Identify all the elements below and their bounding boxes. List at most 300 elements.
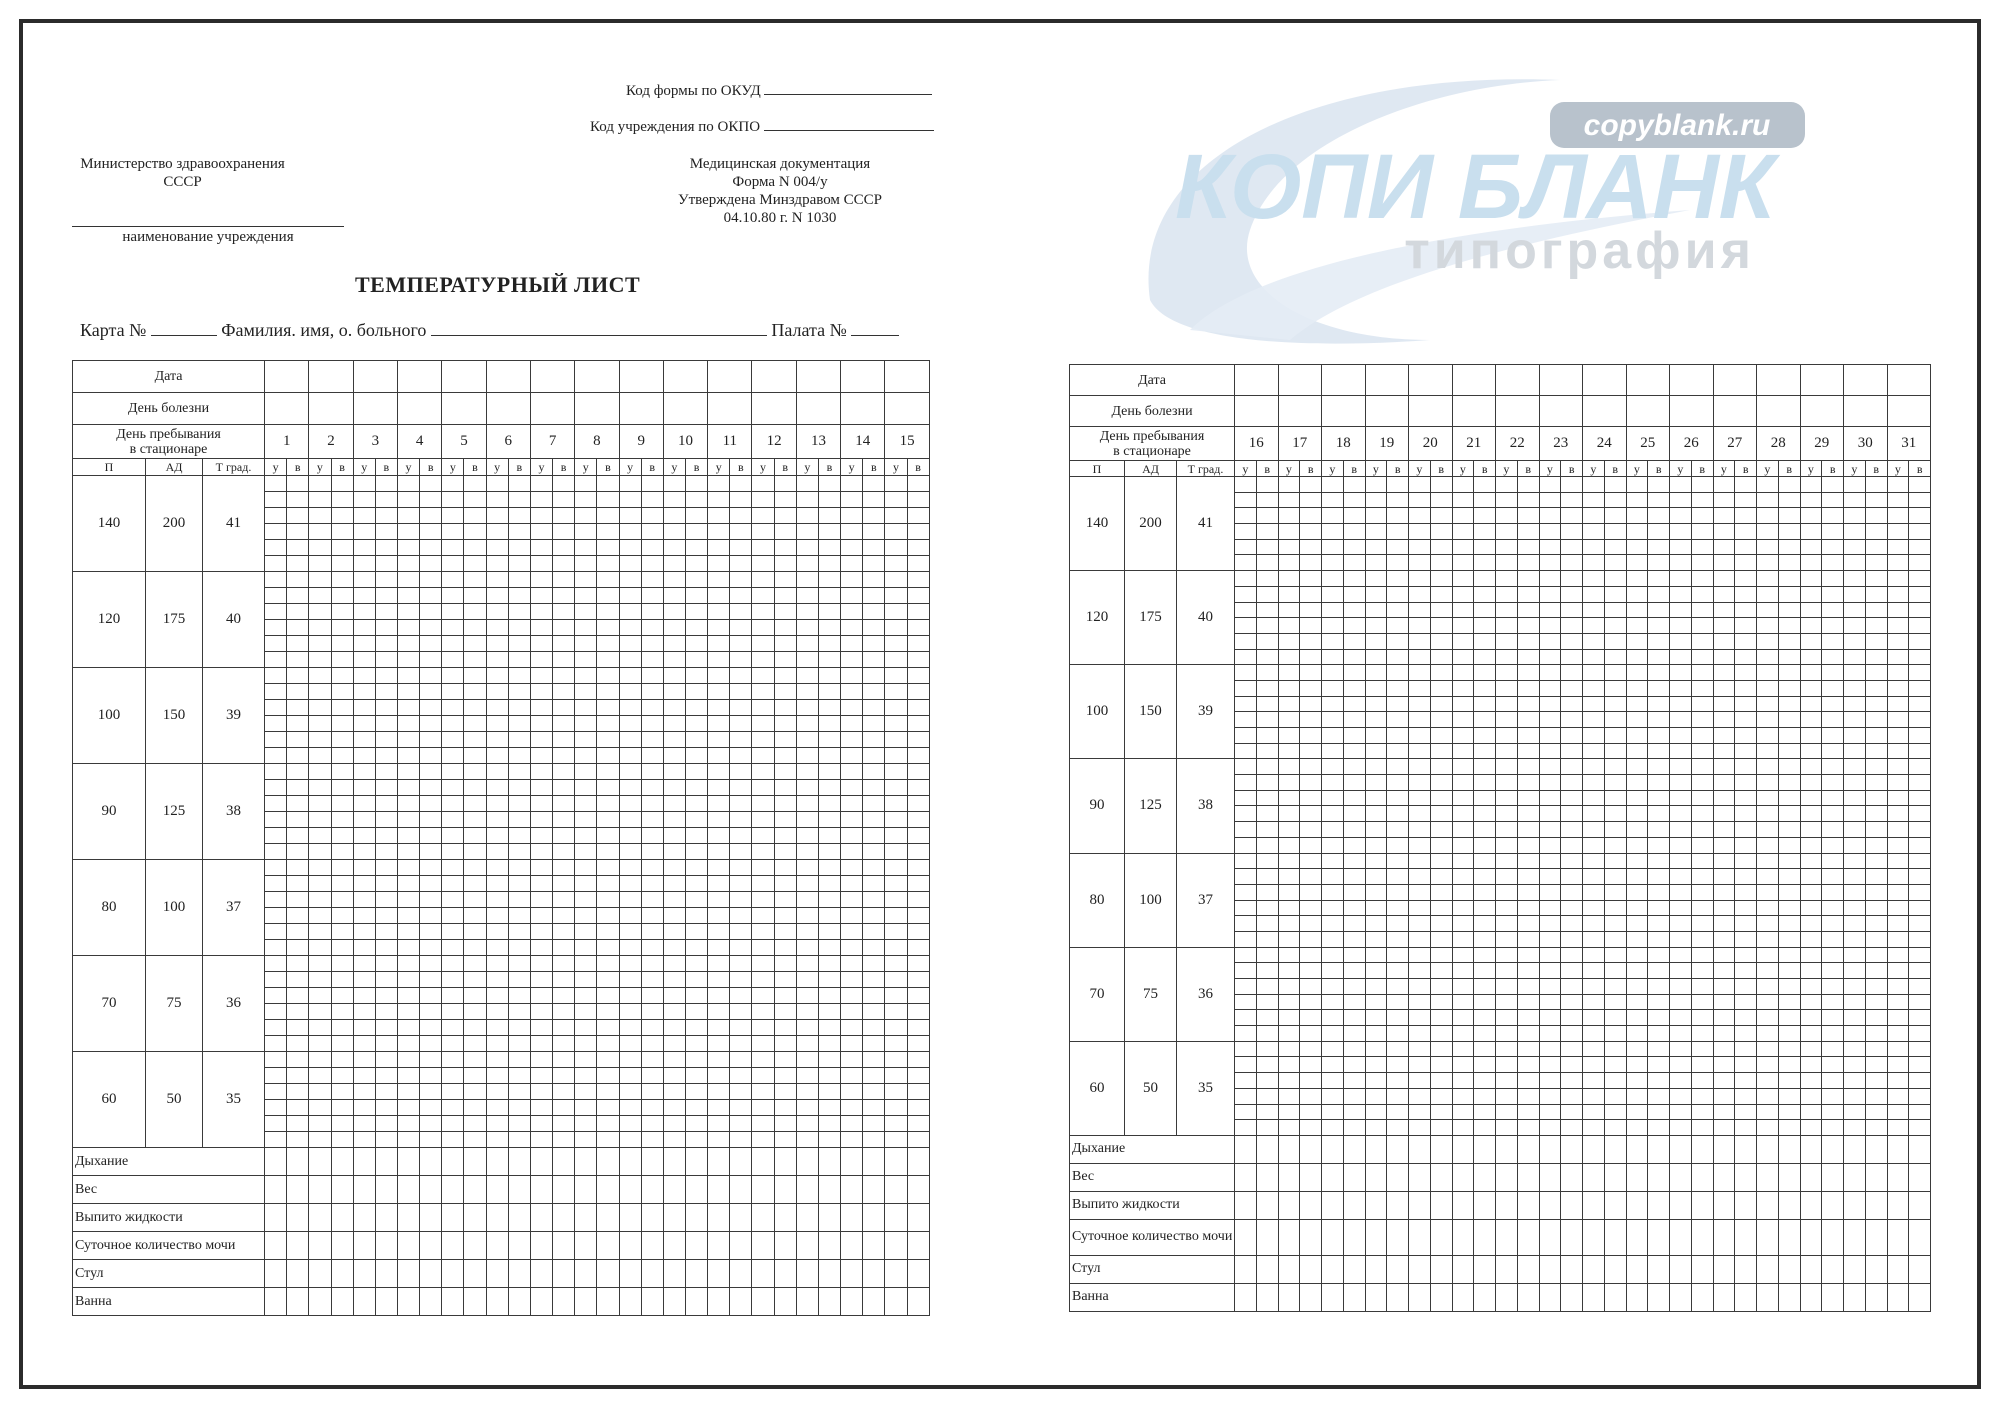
grid-cell[interactable] bbox=[663, 604, 685, 620]
grid-cell[interactable] bbox=[353, 716, 375, 732]
grid-cell[interactable] bbox=[1822, 759, 1844, 775]
grid-cell[interactable] bbox=[1322, 524, 1344, 540]
bottom-cell[interactable] bbox=[863, 1260, 885, 1288]
grid-cell[interactable] bbox=[1757, 571, 1779, 587]
grid-cell[interactable] bbox=[1343, 477, 1365, 493]
grid-cell[interactable] bbox=[1757, 994, 1779, 1010]
grid-cell[interactable] bbox=[486, 860, 508, 876]
grid-cell[interactable] bbox=[309, 796, 331, 812]
grid-cell[interactable] bbox=[1539, 492, 1561, 508]
grid-cell[interactable] bbox=[1844, 1057, 1866, 1073]
bottom-cell[interactable] bbox=[575, 1288, 597, 1316]
bottom-cell[interactable] bbox=[1865, 1191, 1887, 1219]
grid-cell[interactable] bbox=[663, 476, 685, 492]
grid-cell[interactable] bbox=[841, 1116, 863, 1132]
grid-cell[interactable] bbox=[1691, 1073, 1713, 1089]
grid-cell[interactable] bbox=[730, 524, 752, 540]
grid-cell[interactable] bbox=[1430, 602, 1452, 618]
grid-cell[interactable] bbox=[287, 796, 309, 812]
grid-cell[interactable] bbox=[1583, 586, 1605, 602]
grid-cell[interactable] bbox=[708, 572, 730, 588]
illness-day-cell[interactable] bbox=[1757, 396, 1801, 427]
grid-cell[interactable] bbox=[442, 1116, 464, 1132]
grid-cell[interactable] bbox=[708, 476, 730, 492]
grid-cell[interactable] bbox=[597, 892, 619, 908]
grid-cell[interactable] bbox=[818, 764, 840, 780]
grid-cell[interactable] bbox=[818, 1036, 840, 1052]
grid-cell[interactable] bbox=[1496, 822, 1518, 838]
grid-cell[interactable] bbox=[1387, 884, 1409, 900]
grid-cell[interactable] bbox=[619, 700, 641, 716]
grid-cell[interactable] bbox=[1365, 492, 1387, 508]
grid-cell[interactable] bbox=[1474, 665, 1496, 681]
grid-cell[interactable] bbox=[1343, 1010, 1365, 1026]
grid-cell[interactable] bbox=[486, 1084, 508, 1100]
grid-cell[interactable] bbox=[1409, 492, 1431, 508]
grid-cell[interactable] bbox=[1561, 680, 1583, 696]
grid-cell[interactable] bbox=[1844, 743, 1866, 759]
grid-cell[interactable] bbox=[1452, 759, 1474, 775]
grid-cell[interactable] bbox=[1409, 837, 1431, 853]
grid-cell[interactable] bbox=[442, 668, 464, 684]
grid-cell[interactable] bbox=[774, 764, 796, 780]
grid-cell[interactable] bbox=[1517, 1120, 1539, 1136]
grid-cell[interactable] bbox=[1452, 665, 1474, 681]
grid-cell[interactable] bbox=[1365, 884, 1387, 900]
grid-cell[interactable] bbox=[508, 1036, 530, 1052]
grid-cell[interactable] bbox=[1778, 571, 1800, 587]
grid-cell[interactable] bbox=[663, 1116, 685, 1132]
grid-cell[interactable] bbox=[752, 588, 774, 604]
grid-cell[interactable] bbox=[1409, 665, 1431, 681]
grid-cell[interactable] bbox=[1648, 524, 1670, 540]
grid-cell[interactable] bbox=[1844, 696, 1866, 712]
grid-cell[interactable] bbox=[1778, 1057, 1800, 1073]
grid-cell[interactable] bbox=[708, 508, 730, 524]
grid-cell[interactable] bbox=[553, 732, 575, 748]
grid-cell[interactable] bbox=[464, 508, 486, 524]
grid-cell[interactable] bbox=[1278, 963, 1300, 979]
bottom-cell[interactable] bbox=[1452, 1219, 1474, 1255]
bottom-cell[interactable] bbox=[708, 1148, 730, 1176]
grid-cell[interactable] bbox=[265, 892, 287, 908]
grid-cell[interactable] bbox=[885, 1068, 907, 1084]
grid-cell[interactable] bbox=[265, 1100, 287, 1116]
grid-cell[interactable] bbox=[907, 748, 929, 764]
grid-cell[interactable] bbox=[1670, 477, 1692, 493]
grid-cell[interactable] bbox=[1322, 775, 1344, 791]
grid-cell[interactable] bbox=[353, 1084, 375, 1100]
grid-cell[interactable] bbox=[885, 764, 907, 780]
grid-cell[interactable] bbox=[1561, 633, 1583, 649]
grid-cell[interactable] bbox=[442, 620, 464, 636]
bottom-cell[interactable] bbox=[1365, 1163, 1387, 1191]
grid-cell[interactable] bbox=[1670, 1104, 1692, 1120]
grid-cell[interactable] bbox=[530, 860, 552, 876]
grid-cell[interactable] bbox=[1844, 1104, 1866, 1120]
grid-cell[interactable] bbox=[353, 844, 375, 860]
grid-cell[interactable] bbox=[375, 636, 397, 652]
grid-cell[interactable] bbox=[1322, 963, 1344, 979]
grid-cell[interactable] bbox=[641, 1100, 663, 1116]
grid-cell[interactable] bbox=[575, 1116, 597, 1132]
grid-cell[interactable] bbox=[774, 1068, 796, 1084]
grid-cell[interactable] bbox=[309, 860, 331, 876]
grid-cell[interactable] bbox=[1844, 728, 1866, 744]
grid-cell[interactable] bbox=[1648, 602, 1670, 618]
grid-cell[interactable] bbox=[1300, 477, 1322, 493]
grid-cell[interactable] bbox=[1604, 790, 1626, 806]
grid-cell[interactable] bbox=[575, 748, 597, 764]
grid-cell[interactable] bbox=[708, 524, 730, 540]
grid-cell[interactable] bbox=[442, 764, 464, 780]
grid-cell[interactable] bbox=[1561, 947, 1583, 963]
grid-cell[interactable] bbox=[1387, 900, 1409, 916]
grid-cell[interactable] bbox=[1452, 931, 1474, 947]
bottom-cell[interactable] bbox=[1561, 1163, 1583, 1191]
grid-cell[interactable] bbox=[1300, 931, 1322, 947]
grid-cell[interactable] bbox=[774, 748, 796, 764]
bottom-cell[interactable] bbox=[1604, 1163, 1626, 1191]
grid-cell[interactable] bbox=[619, 1132, 641, 1148]
grid-cell[interactable] bbox=[1387, 728, 1409, 744]
grid-cell[interactable] bbox=[397, 796, 419, 812]
grid-cell[interactable] bbox=[265, 1004, 287, 1020]
grid-cell[interactable] bbox=[1561, 869, 1583, 885]
grid-cell[interactable] bbox=[1256, 1057, 1278, 1073]
grid-cell[interactable] bbox=[1735, 602, 1757, 618]
grid-cell[interactable] bbox=[464, 1004, 486, 1020]
grid-cell[interactable] bbox=[1539, 837, 1561, 853]
grid-cell[interactable] bbox=[818, 1004, 840, 1020]
grid-cell[interactable] bbox=[1822, 790, 1844, 806]
grid-cell[interactable] bbox=[1757, 822, 1779, 838]
grid-cell[interactable] bbox=[597, 732, 619, 748]
bottom-cell[interactable] bbox=[1735, 1283, 1757, 1311]
bottom-cell[interactable] bbox=[420, 1148, 442, 1176]
grid-cell[interactable] bbox=[486, 940, 508, 956]
grid-cell[interactable] bbox=[1735, 1057, 1757, 1073]
grid-cell[interactable] bbox=[442, 1036, 464, 1052]
grid-cell[interactable] bbox=[841, 780, 863, 796]
grid-cell[interactable] bbox=[863, 1116, 885, 1132]
grid-cell[interactable] bbox=[575, 764, 597, 780]
grid-cell[interactable] bbox=[1539, 1057, 1561, 1073]
grid-cell[interactable] bbox=[486, 796, 508, 812]
grid-cell[interactable] bbox=[818, 796, 840, 812]
grid-cell[interactable] bbox=[1452, 775, 1474, 791]
grid-cell[interactable] bbox=[796, 476, 818, 492]
grid-cell[interactable] bbox=[863, 1036, 885, 1052]
grid-cell[interactable] bbox=[686, 860, 708, 876]
grid-cell[interactable] bbox=[597, 652, 619, 668]
grid-cell[interactable] bbox=[885, 588, 907, 604]
grid-cell[interactable] bbox=[508, 1068, 530, 1084]
grid-cell[interactable] bbox=[464, 828, 486, 844]
grid-cell[interactable] bbox=[1539, 1026, 1561, 1042]
grid-cell[interactable] bbox=[420, 652, 442, 668]
grid-cell[interactable] bbox=[442, 636, 464, 652]
grid-cell[interactable] bbox=[1256, 947, 1278, 963]
grid-cell[interactable] bbox=[730, 604, 752, 620]
grid-cell[interactable] bbox=[353, 508, 375, 524]
grid-cell[interactable] bbox=[663, 572, 685, 588]
illness-day-cell[interactable] bbox=[442, 393, 486, 425]
grid-cell[interactable] bbox=[1278, 994, 1300, 1010]
bottom-cell[interactable] bbox=[1343, 1191, 1365, 1219]
bottom-cell[interactable] bbox=[375, 1288, 397, 1316]
grid-cell[interactable] bbox=[1822, 1010, 1844, 1026]
grid-cell[interactable] bbox=[1343, 665, 1365, 681]
grid-cell[interactable] bbox=[1583, 602, 1605, 618]
grid-cell[interactable] bbox=[1887, 775, 1909, 791]
grid-cell[interactable] bbox=[1844, 869, 1866, 885]
grid-cell[interactable] bbox=[1387, 1010, 1409, 1026]
grid-cell[interactable] bbox=[265, 876, 287, 892]
grid-cell[interactable] bbox=[708, 636, 730, 652]
grid-cell[interactable] bbox=[1691, 806, 1713, 822]
grid-cell[interactable] bbox=[420, 876, 442, 892]
grid-cell[interactable] bbox=[1430, 743, 1452, 759]
grid-cell[interactable] bbox=[553, 508, 575, 524]
grid-cell[interactable] bbox=[619, 556, 641, 572]
grid-cell[interactable] bbox=[885, 956, 907, 972]
grid-cell[interactable] bbox=[752, 508, 774, 524]
grid-cell[interactable] bbox=[1430, 712, 1452, 728]
grid-cell[interactable] bbox=[708, 652, 730, 668]
grid-cell[interactable] bbox=[686, 892, 708, 908]
grid-cell[interactable] bbox=[464, 1084, 486, 1100]
grid-cell[interactable] bbox=[1539, 665, 1561, 681]
grid-cell[interactable] bbox=[841, 588, 863, 604]
grid-cell[interactable] bbox=[309, 1100, 331, 1116]
bottom-cell[interactable] bbox=[597, 1204, 619, 1232]
grid-cell[interactable] bbox=[486, 476, 508, 492]
grid-cell[interactable] bbox=[1648, 586, 1670, 602]
grid-cell[interactable] bbox=[1235, 759, 1257, 775]
grid-cell[interactable] bbox=[1844, 649, 1866, 665]
grid-cell[interactable] bbox=[597, 972, 619, 988]
grid-cell[interactable] bbox=[1300, 1120, 1322, 1136]
grid-cell[interactable] bbox=[1256, 775, 1278, 791]
grid-cell[interactable] bbox=[1778, 618, 1800, 634]
grid-cell[interactable] bbox=[1887, 586, 1909, 602]
grid-cell[interactable] bbox=[1648, 712, 1670, 728]
grid-cell[interactable] bbox=[420, 1052, 442, 1068]
grid-cell[interactable] bbox=[663, 828, 685, 844]
grid-cell[interactable] bbox=[1539, 602, 1561, 618]
bottom-cell[interactable] bbox=[375, 1260, 397, 1288]
grid-cell[interactable] bbox=[1670, 633, 1692, 649]
illness-day-cell[interactable] bbox=[1409, 396, 1453, 427]
grid-cell[interactable] bbox=[1496, 649, 1518, 665]
bottom-cell[interactable] bbox=[353, 1148, 375, 1176]
grid-cell[interactable] bbox=[1670, 1026, 1692, 1042]
grid-cell[interactable] bbox=[1496, 759, 1518, 775]
grid-cell[interactable] bbox=[353, 620, 375, 636]
grid-cell[interactable] bbox=[1474, 884, 1496, 900]
grid-cell[interactable] bbox=[1648, 759, 1670, 775]
illness-day-cell[interactable] bbox=[1583, 396, 1627, 427]
grid-cell[interactable] bbox=[1235, 1120, 1257, 1136]
grid-cell[interactable] bbox=[1409, 1041, 1431, 1057]
grid-cell[interactable] bbox=[1256, 931, 1278, 947]
grid-cell[interactable] bbox=[885, 1100, 907, 1116]
grid-cell[interactable] bbox=[1278, 665, 1300, 681]
date-cell[interactable] bbox=[1365, 365, 1409, 396]
grid-cell[interactable] bbox=[1778, 477, 1800, 493]
grid-cell[interactable] bbox=[885, 716, 907, 732]
grid-cell[interactable] bbox=[752, 716, 774, 732]
grid-cell[interactable] bbox=[508, 924, 530, 940]
grid-cell[interactable] bbox=[708, 1004, 730, 1020]
illness-day-cell[interactable] bbox=[796, 393, 840, 425]
grid-cell[interactable] bbox=[553, 844, 575, 860]
grid-cell[interactable] bbox=[1800, 539, 1822, 555]
grid-cell[interactable] bbox=[397, 748, 419, 764]
grid-cell[interactable] bbox=[663, 540, 685, 556]
grid-cell[interactable] bbox=[1561, 853, 1583, 869]
grid-cell[interactable] bbox=[553, 524, 575, 540]
grid-cell[interactable] bbox=[1713, 1088, 1735, 1104]
grid-cell[interactable] bbox=[1800, 649, 1822, 665]
grid-cell[interactable] bbox=[1539, 884, 1561, 900]
grid-cell[interactable] bbox=[597, 828, 619, 844]
grid-cell[interactable] bbox=[1735, 492, 1757, 508]
grid-cell[interactable] bbox=[1430, 979, 1452, 995]
grid-cell[interactable] bbox=[1626, 743, 1648, 759]
grid-cell[interactable] bbox=[420, 860, 442, 876]
bottom-cell[interactable] bbox=[1365, 1255, 1387, 1283]
grid-cell[interactable] bbox=[486, 508, 508, 524]
grid-cell[interactable] bbox=[686, 1020, 708, 1036]
grid-cell[interactable] bbox=[1909, 931, 1931, 947]
grid-cell[interactable] bbox=[508, 748, 530, 764]
grid-cell[interactable] bbox=[1409, 900, 1431, 916]
grid-cell[interactable] bbox=[1278, 853, 1300, 869]
grid-cell[interactable] bbox=[1300, 712, 1322, 728]
grid-cell[interactable] bbox=[619, 844, 641, 860]
grid-cell[interactable] bbox=[1278, 822, 1300, 838]
grid-cell[interactable] bbox=[1648, 806, 1670, 822]
bottom-cell[interactable] bbox=[1844, 1219, 1866, 1255]
grid-cell[interactable] bbox=[464, 876, 486, 892]
grid-cell[interactable] bbox=[885, 940, 907, 956]
grid-cell[interactable] bbox=[464, 492, 486, 508]
grid-cell[interactable] bbox=[1496, 633, 1518, 649]
grid-cell[interactable] bbox=[397, 828, 419, 844]
grid-cell[interactable] bbox=[1517, 492, 1539, 508]
grid-cell[interactable] bbox=[1365, 822, 1387, 838]
grid-cell[interactable] bbox=[1474, 680, 1496, 696]
grid-cell[interactable] bbox=[1887, 524, 1909, 540]
grid-cell[interactable] bbox=[353, 876, 375, 892]
grid-cell[interactable] bbox=[1561, 539, 1583, 555]
grid-cell[interactable] bbox=[575, 668, 597, 684]
bottom-cell[interactable] bbox=[420, 1288, 442, 1316]
grid-cell[interactable] bbox=[1648, 947, 1670, 963]
grid-cell[interactable] bbox=[1322, 1010, 1344, 1026]
grid-cell[interactable] bbox=[287, 780, 309, 796]
grid-cell[interactable] bbox=[1322, 790, 1344, 806]
grid-cell[interactable] bbox=[1387, 696, 1409, 712]
grid-cell[interactable] bbox=[1757, 853, 1779, 869]
grid-cell[interactable] bbox=[553, 860, 575, 876]
grid-cell[interactable] bbox=[1909, 869, 1931, 885]
bottom-cell[interactable] bbox=[287, 1288, 309, 1316]
grid-cell[interactable] bbox=[575, 588, 597, 604]
grid-cell[interactable] bbox=[331, 716, 353, 732]
grid-cell[interactable] bbox=[1300, 649, 1322, 665]
grid-cell[interactable] bbox=[1670, 1120, 1692, 1136]
bottom-cell[interactable] bbox=[597, 1260, 619, 1288]
grid-cell[interactable] bbox=[464, 652, 486, 668]
bottom-cell[interactable] bbox=[442, 1148, 464, 1176]
date-cell[interactable] bbox=[619, 361, 663, 393]
grid-cell[interactable] bbox=[641, 524, 663, 540]
bottom-cell[interactable] bbox=[1865, 1163, 1887, 1191]
grid-cell[interactable] bbox=[1626, 837, 1648, 853]
grid-cell[interactable] bbox=[1561, 759, 1583, 775]
grid-cell[interactable] bbox=[1735, 743, 1757, 759]
grid-cell[interactable] bbox=[863, 828, 885, 844]
grid-cell[interactable] bbox=[1256, 884, 1278, 900]
grid-cell[interactable] bbox=[287, 1020, 309, 1036]
bottom-cell[interactable] bbox=[1539, 1219, 1561, 1255]
grid-cell[interactable] bbox=[331, 1100, 353, 1116]
illness-day-cell[interactable] bbox=[1713, 396, 1757, 427]
grid-cell[interactable] bbox=[486, 1068, 508, 1084]
grid-cell[interactable] bbox=[885, 652, 907, 668]
grid-cell[interactable] bbox=[1235, 649, 1257, 665]
grid-cell[interactable] bbox=[331, 492, 353, 508]
grid-cell[interactable] bbox=[597, 860, 619, 876]
grid-cell[interactable] bbox=[1409, 806, 1431, 822]
grid-cell[interactable] bbox=[375, 1084, 397, 1100]
grid-cell[interactable] bbox=[1604, 869, 1626, 885]
grid-cell[interactable] bbox=[1757, 837, 1779, 853]
grid-cell[interactable] bbox=[464, 556, 486, 572]
grid-cell[interactable] bbox=[686, 732, 708, 748]
grid-cell[interactable] bbox=[553, 540, 575, 556]
grid-cell[interactable] bbox=[1387, 586, 1409, 602]
grid-cell[interactable] bbox=[1713, 822, 1735, 838]
grid-cell[interactable] bbox=[1626, 1104, 1648, 1120]
grid-cell[interactable] bbox=[1496, 1104, 1518, 1120]
grid-cell[interactable] bbox=[796, 764, 818, 780]
bottom-cell[interactable] bbox=[1670, 1163, 1692, 1191]
grid-cell[interactable] bbox=[841, 524, 863, 540]
grid-cell[interactable] bbox=[1909, 649, 1931, 665]
grid-cell[interactable] bbox=[1865, 869, 1887, 885]
grid-cell[interactable] bbox=[1713, 884, 1735, 900]
grid-cell[interactable] bbox=[641, 828, 663, 844]
grid-cell[interactable] bbox=[1583, 665, 1605, 681]
grid-cell[interactable] bbox=[708, 556, 730, 572]
grid-cell[interactable] bbox=[309, 972, 331, 988]
grid-cell[interactable] bbox=[663, 684, 685, 700]
grid-cell[interactable] bbox=[353, 684, 375, 700]
grid-cell[interactable] bbox=[1735, 571, 1757, 587]
grid-cell[interactable] bbox=[1778, 743, 1800, 759]
grid-cell[interactable] bbox=[774, 700, 796, 716]
grid-cell[interactable] bbox=[1670, 680, 1692, 696]
grid-cell[interactable] bbox=[641, 1132, 663, 1148]
grid-cell[interactable] bbox=[1322, 539, 1344, 555]
grid-cell[interactable] bbox=[1844, 900, 1866, 916]
grid-cell[interactable] bbox=[1626, 1026, 1648, 1042]
grid-cell[interactable] bbox=[1583, 649, 1605, 665]
